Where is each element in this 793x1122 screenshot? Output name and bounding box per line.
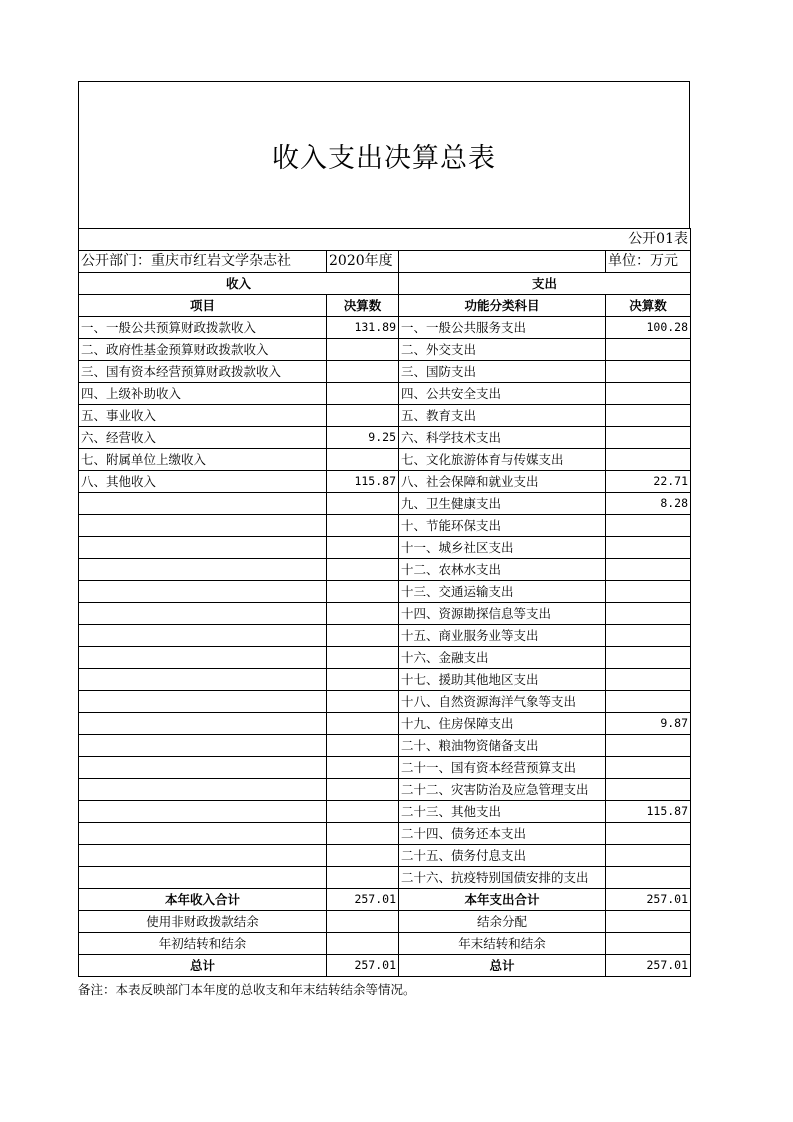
income-value-cell (327, 867, 399, 889)
expense-item-cell: 五、教育支出 (399, 405, 606, 427)
income-item-cell (79, 493, 327, 515)
income-value-cell (327, 493, 399, 515)
expense-value-cell (606, 559, 691, 581)
expense-value-cell (606, 625, 691, 647)
func-amount-column-header: 决算数 (606, 295, 691, 317)
end-carryover-label: 年末结转和结余 (399, 933, 606, 955)
table-row (79, 449, 691, 471)
expense-item-cell: 二十、粮油物资储备支出 (399, 735, 606, 757)
income-value-cell (327, 779, 399, 801)
expense-item-cell: 十二、农林水支出 (399, 559, 606, 581)
income-item-cell: 六、经营收入 (79, 427, 327, 449)
expense-value-cell (606, 757, 691, 779)
expense-value-cell: 115.87 (606, 801, 691, 823)
income-item-cell (79, 823, 327, 845)
table-row (79, 647, 691, 669)
income-value-cell: 9.25 (327, 427, 399, 449)
table-row (79, 515, 691, 537)
table-row (79, 559, 691, 581)
income-value-cell (327, 383, 399, 405)
expense-item-cell: 十五、商业服务业等支出 (399, 625, 606, 647)
expense-item-cell: 十三、交通运输支出 (399, 581, 606, 603)
income-item-cell (79, 603, 327, 625)
income-value-cell (327, 647, 399, 669)
expense-item-cell: 三、国防支出 (399, 361, 606, 383)
expense-value-cell (606, 449, 691, 471)
table-row (79, 845, 691, 867)
income-header: 收入 (79, 273, 399, 295)
income-value-cell (327, 823, 399, 845)
expense-value-cell (606, 405, 691, 427)
income-total-value: 257.01 (327, 889, 399, 911)
income-item-cell (79, 713, 327, 735)
table-row (79, 603, 691, 625)
expense-value-cell (606, 339, 691, 361)
expense-value-cell: 9.87 (606, 713, 691, 735)
income-item-cell: 七、附属单位上缴收入 (79, 449, 327, 471)
income-value-cell (327, 801, 399, 823)
expense-value-cell (606, 735, 691, 757)
income-item-cell (79, 779, 327, 801)
income-value-cell (327, 713, 399, 735)
income-value-cell (327, 581, 399, 603)
item-column-header: 项目 (79, 295, 327, 317)
surplus-distribution-label: 结余分配 (399, 911, 606, 933)
table-row (79, 537, 691, 559)
title-box (78, 81, 690, 228)
income-item-cell (79, 537, 327, 559)
income-value-cell (327, 537, 399, 559)
form-number: 公开01表 (79, 229, 691, 251)
income-value-cell (327, 603, 399, 625)
income-value-cell (327, 449, 399, 471)
table-row (79, 427, 691, 449)
expense-value-cell (606, 515, 691, 537)
blank-cell (399, 251, 606, 273)
income-value-cell: 115.87 (327, 471, 399, 493)
table-row (79, 801, 691, 823)
expense-item-cell: 十四、资源勘探信息等支出 (399, 603, 606, 625)
income-item-cell (79, 559, 327, 581)
end-carryover-value (606, 933, 691, 955)
grand-total-income-label: 总计 (79, 955, 327, 977)
table-row (79, 493, 691, 515)
grand-total-expense-label: 总计 (399, 955, 606, 977)
expense-item-cell: 一、一般公共服务支出 (399, 317, 606, 339)
income-item-cell: 八、其他收入 (79, 471, 327, 493)
accounts-table (78, 228, 691, 977)
table-row (79, 735, 691, 757)
year-label: 2020年度 (327, 251, 399, 273)
expense-value-cell (606, 383, 691, 405)
expense-item-cell: 六、科学技术支出 (399, 427, 606, 449)
table-row (79, 361, 691, 383)
income-item-cell (79, 867, 327, 889)
expense-value-cell (606, 691, 691, 713)
income-item-cell (79, 625, 327, 647)
table-row (79, 405, 691, 427)
expense-value-cell (606, 361, 691, 383)
income-item-cell (79, 801, 327, 823)
income-item-cell (79, 581, 327, 603)
income-value-cell (327, 339, 399, 361)
table-row (79, 691, 691, 713)
table-row (79, 669, 691, 691)
expense-item-cell: 十一、城乡社区支出 (399, 537, 606, 559)
expense-value-cell (606, 647, 691, 669)
income-value-cell (327, 691, 399, 713)
expense-value-cell: 8.28 (606, 493, 691, 515)
page-title: 收入支出决算总表 (272, 142, 496, 174)
table-row (79, 581, 691, 603)
amount-column-header: 决算数 (327, 295, 399, 317)
expense-item-cell: 二十一、国有资本经营预算支出 (399, 757, 606, 779)
expense-value-cell (606, 537, 691, 559)
expense-value-cell (606, 845, 691, 867)
expense-value-cell (606, 867, 691, 889)
income-item-cell (79, 647, 327, 669)
final-accounts-sheet (78, 81, 690, 977)
table-row (79, 383, 691, 405)
expense-item-cell: 四、公共安全支出 (399, 383, 606, 405)
grand-total-expense-value: 257.01 (606, 955, 691, 977)
income-value-cell (327, 735, 399, 757)
expense-item-cell: 二十六、抗疫特别国债安排的支出 (399, 867, 606, 889)
expense-item-cell: 二十五、债务付息支出 (399, 845, 606, 867)
nonfiscal-surplus-label: 使用非财政拨款结余 (79, 911, 327, 933)
income-item-cell (79, 515, 327, 537)
income-value-cell (327, 559, 399, 581)
table-row (79, 317, 691, 339)
table-row (79, 823, 691, 845)
table-row (79, 757, 691, 779)
unit-label: 单位：万元 (606, 251, 691, 273)
expense-item-cell: 九、卫生健康支出 (399, 493, 606, 515)
grand-total-income-value: 257.01 (327, 955, 399, 977)
expense-item-cell: 二十二、灾害防治及应急管理支出 (399, 779, 606, 801)
income-item-cell: 二、政府性基金预算财政拨款收入 (79, 339, 327, 361)
income-value-cell (327, 669, 399, 691)
income-item-cell: 五、事业收入 (79, 405, 327, 427)
income-item-cell: 四、上级补助收入 (79, 383, 327, 405)
begin-carryover-label: 年初结转和结余 (79, 933, 327, 955)
expense-value-cell (606, 427, 691, 449)
income-item-cell: 三、国有资本经营预算财政拨款收入 (79, 361, 327, 383)
income-value-cell (327, 361, 399, 383)
footnote: 备注：本表反映部门本年度的总收支和年末结转结余等情况。 (78, 982, 416, 997)
expense-item-cell: 七、文化旅游体育与传媒支出 (399, 449, 606, 471)
income-item-cell (79, 757, 327, 779)
expense-item-cell: 十八、自然资源海洋气象等支出 (399, 691, 606, 713)
expense-item-cell: 二十四、债务还本支出 (399, 823, 606, 845)
nonfiscal-surplus-value (327, 911, 399, 933)
table-row (79, 625, 691, 647)
begin-carryover-value (327, 933, 399, 955)
surplus-distribution-value (606, 911, 691, 933)
func-item-column-header: 功能分类科目 (399, 295, 606, 317)
expense-item-cell: 二十三、其他支出 (399, 801, 606, 823)
expense-value-cell: 100.28 (606, 317, 691, 339)
income-value-cell (327, 515, 399, 537)
expense-value-cell: 22.71 (606, 471, 691, 493)
expense-total-label: 本年支出合计 (399, 889, 606, 911)
expense-header: 支出 (399, 273, 691, 295)
table-row (79, 713, 691, 735)
expense-value-cell (606, 823, 691, 845)
table-row (79, 471, 691, 493)
expense-item-cell: 十九、住房保障支出 (399, 713, 606, 735)
income-value-cell (327, 757, 399, 779)
expense-item-cell: 十、节能环保支出 (399, 515, 606, 537)
income-value-cell: 131.89 (327, 317, 399, 339)
table-row (79, 339, 691, 361)
income-item-cell: 一、一般公共预算财政拨款收入 (79, 317, 327, 339)
department-label: 公开部门：重庆市红岩文学杂志社 (79, 251, 327, 273)
table-row (79, 779, 691, 801)
income-item-cell (79, 691, 327, 713)
expense-value-cell (606, 603, 691, 625)
expense-value-cell (606, 581, 691, 603)
expense-item-cell: 十六、金融支出 (399, 647, 606, 669)
income-value-cell (327, 405, 399, 427)
expense-item-cell: 二、外交支出 (399, 339, 606, 361)
table-row (79, 867, 691, 889)
income-item-cell (79, 669, 327, 691)
income-value-cell (327, 845, 399, 867)
expense-total-value: 257.01 (606, 889, 691, 911)
income-value-cell (327, 625, 399, 647)
income-item-cell (79, 845, 327, 867)
income-item-cell (79, 735, 327, 757)
expense-item-cell: 十七、援助其他地区支出 (399, 669, 606, 691)
income-total-label: 本年收入合计 (79, 889, 327, 911)
expense-value-cell (606, 779, 691, 801)
expense-item-cell: 八、社会保障和就业支出 (399, 471, 606, 493)
expense-value-cell (606, 669, 691, 691)
